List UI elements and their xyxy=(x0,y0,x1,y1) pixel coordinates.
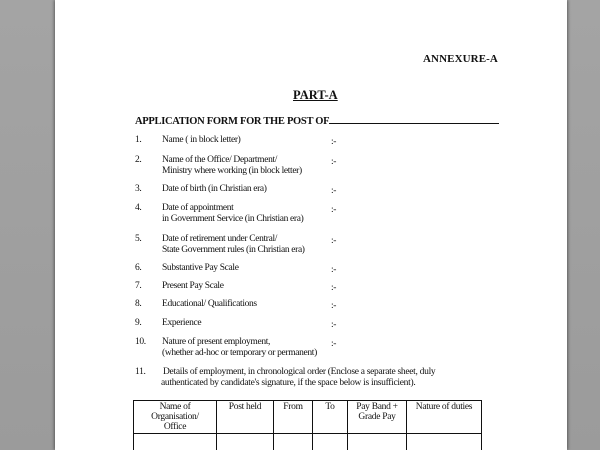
item-label-line: Name ( in block letter) xyxy=(162,135,241,145)
item-label xyxy=(162,155,302,177)
details-line: Details of employment, in chronological order (Enclose a separate sheet, duly xyxy=(163,367,436,377)
table-cell xyxy=(134,434,217,450)
header-line: Name of xyxy=(159,402,191,412)
item-label-line: Present Pay Scale xyxy=(162,281,224,291)
table-header-row xyxy=(134,401,482,434)
item-label xyxy=(162,281,224,292)
item-separator: :- xyxy=(331,283,337,293)
item-label-line: Date of appointment xyxy=(162,203,234,213)
item-label-line: in Government Service (in Christian era) xyxy=(162,214,304,224)
column-header-nature-of-duties xyxy=(407,401,482,434)
header-line: Nature of duties xyxy=(415,402,473,412)
item-number: 4. xyxy=(135,203,142,213)
item-label xyxy=(162,337,317,359)
item-number: 10. xyxy=(135,337,146,347)
item-label-line: Educational/ Qualifications xyxy=(162,299,257,309)
item-label-line: Date of retirement under Central/ xyxy=(162,234,278,244)
item-separator: :- xyxy=(331,339,337,349)
header-line: Post held xyxy=(228,402,262,412)
column-header-organisation xyxy=(134,401,217,434)
form-title-text: APPLICATION FORM FOR THE POST OF xyxy=(135,116,330,127)
item-label-line: State Government rules (in Christian era) xyxy=(162,245,305,255)
item-label-line: Name of the Office/ Department/ xyxy=(162,155,278,165)
item-separator: :- xyxy=(331,137,337,147)
item-number: 3. xyxy=(135,184,142,194)
item-number: 8. xyxy=(135,299,142,309)
header-line: To xyxy=(325,402,335,412)
header-line: Office xyxy=(163,422,187,432)
table-cell xyxy=(217,434,274,450)
annexure-label: ANNEXURE-A xyxy=(423,53,498,65)
employment-details-table xyxy=(133,400,482,450)
header-line: From xyxy=(283,402,303,412)
header-line: Pay Band + xyxy=(356,402,398,412)
item-number: 5. xyxy=(135,234,142,244)
column-header-from xyxy=(274,401,313,434)
column-header-post-held xyxy=(217,401,274,434)
form-title xyxy=(135,114,499,127)
item-separator: :- xyxy=(331,236,337,246)
table-cell xyxy=(348,434,407,450)
item-separator: :- xyxy=(331,186,337,196)
item-label-line: (whether ad-hoc or temporary or permanent) xyxy=(162,348,317,358)
table-cell xyxy=(313,434,348,450)
column-header-to xyxy=(313,401,348,434)
item-number: 11. xyxy=(135,367,146,377)
details-instructions xyxy=(163,367,493,389)
item-label-line: Experience xyxy=(162,318,202,328)
table-cell xyxy=(407,434,482,450)
table-row xyxy=(134,434,482,450)
item-label xyxy=(162,203,303,225)
item-number: 1. xyxy=(135,135,142,145)
details-line: authenticated by candidate's signature, if the space below is insufficient). xyxy=(161,378,416,388)
item-label xyxy=(162,299,257,310)
post-name-blank xyxy=(329,114,499,124)
item-label xyxy=(162,135,240,146)
part-title: PART-A xyxy=(293,88,338,102)
item-number: 9. xyxy=(135,318,142,328)
header-line: Organisation/ xyxy=(151,412,199,422)
item-separator: :- xyxy=(331,205,337,215)
item-separator: :- xyxy=(331,320,337,330)
item-label xyxy=(162,318,201,329)
item-label-line: Substantive Pay Scale xyxy=(162,263,239,273)
item-label-line: Ministry where working (in block letter) xyxy=(162,166,302,176)
item-label xyxy=(162,234,305,256)
table-cell xyxy=(274,434,313,450)
item-number: 6. xyxy=(135,263,142,273)
column-header-pay-band xyxy=(348,401,407,434)
item-separator: :- xyxy=(331,157,337,167)
item-number: 2. xyxy=(135,155,142,165)
document-page xyxy=(55,0,567,450)
item-label-line: Nature of present employment, xyxy=(162,337,271,347)
item-label xyxy=(162,184,267,195)
item-label-line: Date of birth (in Christian era) xyxy=(162,184,267,194)
item-number: 7. xyxy=(135,281,142,291)
item-separator: :- xyxy=(331,301,337,311)
item-separator: :- xyxy=(331,265,337,275)
header-line: Grade Pay xyxy=(358,412,396,422)
item-label xyxy=(162,263,239,274)
